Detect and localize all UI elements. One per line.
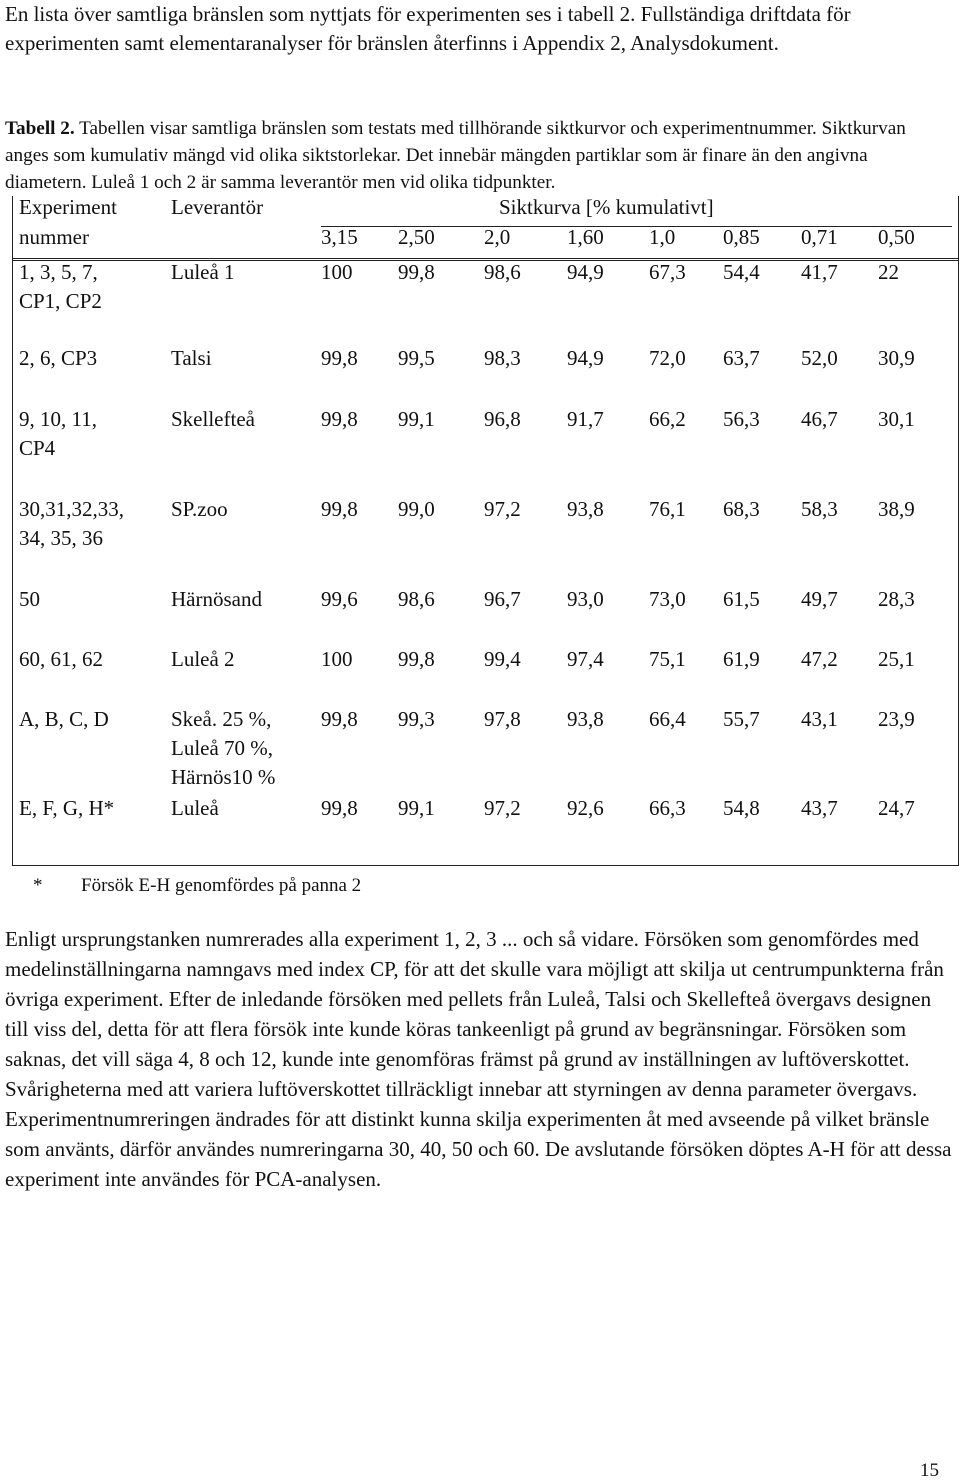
- row-7-supplier: Luleå 70 %,: [171, 736, 274, 760]
- row-7-value-2: 99,3: [398, 707, 435, 731]
- row-2-value-4: 94,9: [567, 346, 604, 370]
- row-5-value-1: 99,6: [321, 587, 358, 611]
- row-7-value-8: 23,9: [878, 707, 915, 731]
- row-6-value-3: 99,4: [484, 647, 521, 671]
- header-sieve-curve: Siktkurva [% kumulativt]: [499, 195, 714, 219]
- row-5-value-3: 96,7: [484, 587, 521, 611]
- row-3-value-6: 56,3: [723, 407, 760, 431]
- sieve-size-7: 0,71: [801, 225, 838, 249]
- row-8-experiment: E, F, G, H*: [19, 796, 115, 820]
- footnote: [33, 873, 361, 899]
- row-8-value-5: 66,3: [649, 796, 686, 820]
- row-5-value-8: 28,3: [878, 587, 915, 611]
- row-1-experiment: CP1, CP2: [19, 289, 102, 313]
- footnote-text: Försök E-H genomfördes på panna 2: [81, 875, 362, 896]
- row-7-value-3: 97,8: [484, 707, 521, 731]
- row-8-value-1: 99,8: [321, 796, 358, 820]
- row-2-supplier: Talsi: [171, 346, 212, 370]
- row-8-value-3: 97,2: [484, 796, 521, 820]
- row-4-supplier: SP.zoo: [171, 497, 228, 521]
- row-1-value-7: 41,7: [801, 260, 838, 284]
- row-7-value-6: 55,7: [723, 707, 760, 731]
- table-caption-text: Tabellen visar samtliga bränslen som testats med tillhörande siktkurvor och experimentnummer. Siktkurvan anges som kumulativ mängd vid olika siktstorlekar. Det innebär mängden partiklar som är finare än den angivna diametern. Luleå 1 och 2 är samma leverantör men vid olika tidpunkter.: [5, 118, 906, 193]
- row-1-value-4: 94,9: [567, 260, 604, 284]
- row-6-value-1: 100: [321, 647, 353, 671]
- row-8-value-2: 99,1: [398, 796, 435, 820]
- row-2-value-7: 52,0: [801, 346, 838, 370]
- sieve-table: [12, 196, 959, 866]
- row-6-supplier: Luleå 2: [171, 647, 235, 671]
- row-4-value-7: 58,3: [801, 497, 838, 521]
- row-6-value-2: 99,8: [398, 647, 435, 671]
- row-8-value-8: 24,7: [878, 796, 915, 820]
- sieve-size-4: 1,60: [567, 225, 604, 249]
- table-caption-label: Tabell 2.: [5, 118, 75, 139]
- row-5-value-4: 93,0: [567, 587, 604, 611]
- row-7-experiment: A, B, C, D: [19, 707, 109, 731]
- sieve-size-2: 2,50: [398, 225, 435, 249]
- row-8-value-4: 92,6: [567, 796, 604, 820]
- row-2-value-1: 99,8: [321, 346, 358, 370]
- row-4-value-8: 38,9: [878, 497, 915, 521]
- row-7-value-1: 99,8: [321, 707, 358, 731]
- header-supplier: Leverantör: [171, 195, 264, 219]
- row-4-value-6: 68,3: [723, 497, 760, 521]
- row-1-supplier: Luleå 1: [171, 260, 235, 284]
- row-7-supplier: Skeå. 25 %,: [171, 707, 272, 731]
- header-experiment: Experiment: [19, 195, 117, 219]
- row-2-experiment: 2, 6, CP3: [19, 346, 98, 370]
- row-1-value-3: 98,6: [484, 260, 521, 284]
- row-6-value-4: 97,4: [567, 647, 604, 671]
- row-1-value-8: 22: [878, 260, 899, 284]
- row-5-supplier: Härnösand: [171, 587, 262, 611]
- header-nummer: nummer: [19, 225, 89, 249]
- row-1-value-5: 67,3: [649, 260, 686, 284]
- row-7-supplier: Härnös10 %: [171, 765, 276, 789]
- row-2-value-6: 63,7: [723, 346, 760, 370]
- sieve-size-8: 0,50: [878, 225, 915, 249]
- row-4-value-1: 99,8: [321, 497, 358, 521]
- row-7-value-5: 66,4: [649, 707, 686, 731]
- row-1-value-6: 54,4: [723, 260, 760, 284]
- row-4-experiment: 34, 35, 36: [19, 526, 103, 550]
- row-5-experiment: 50: [19, 587, 40, 611]
- footnote-marker: *: [33, 875, 43, 896]
- row-3-experiment: CP4: [19, 436, 56, 460]
- sieve-size-6: 0,85: [723, 225, 760, 249]
- row-1-value-2: 99,8: [398, 260, 435, 284]
- row-1-experiment: 1, 3, 5, 7,: [19, 260, 98, 284]
- row-3-value-1: 99,8: [321, 407, 358, 431]
- row-5-value-2: 98,6: [398, 587, 435, 611]
- row-6-experiment: 60, 61, 62: [19, 647, 103, 671]
- row-1-value-1: 100: [321, 260, 353, 284]
- row-3-experiment: 9, 10, 11,: [19, 407, 97, 431]
- row-4-value-4: 93,8: [567, 497, 604, 521]
- row-6-value-7: 47,2: [801, 647, 838, 671]
- row-8-value-7: 43,7: [801, 796, 838, 820]
- row-4-value-3: 97,2: [484, 497, 521, 521]
- row-3-value-3: 96,8: [484, 407, 521, 431]
- row-6-value-5: 75,1: [649, 647, 686, 671]
- row-2-value-8: 30,9: [878, 346, 915, 370]
- row-6-value-6: 61,9: [723, 647, 760, 671]
- row-2-value-2: 99,5: [398, 346, 435, 370]
- table-caption: [5, 115, 953, 196]
- row-5-value-6: 61,5: [723, 587, 760, 611]
- row-7-value-4: 93,8: [567, 707, 604, 731]
- sieve-size-1: 3,15: [321, 225, 358, 249]
- sieve-size-5: 1,0: [649, 225, 676, 249]
- row-6-value-8: 25,1: [878, 647, 915, 671]
- sieve-size-3: 2,0: [484, 225, 511, 249]
- row-4-experiment: 30,31,32,33,: [19, 497, 124, 521]
- row-2-value-3: 98,3: [484, 346, 521, 370]
- row-7-value-7: 43,1: [801, 707, 838, 731]
- row-3-value-7: 46,7: [801, 407, 838, 431]
- row-5-value-7: 49,7: [801, 587, 838, 611]
- row-3-supplier: Skellefteå: [171, 407, 255, 431]
- row-4-value-2: 99,0: [398, 497, 435, 521]
- row-3-value-2: 99,1: [398, 407, 435, 431]
- row-8-value-6: 54,8: [723, 796, 760, 820]
- row-3-value-8: 30,1: [878, 407, 915, 431]
- intro-paragraph: En lista över samtliga bränslen som nyttjats för experimenten ses i tabell 2. Fullständiga driftdata för experimenten samt elementaranalyser för bränslen återfinns i Appendix 2, Analysdokument.: [5, 2, 851, 55]
- row-2-value-5: 72,0: [649, 346, 686, 370]
- page-number: 15: [920, 1460, 939, 1481]
- row-8-supplier: Luleå: [171, 796, 219, 820]
- row-3-value-5: 66,2: [649, 407, 686, 431]
- row-5-value-5: 73,0: [649, 587, 686, 611]
- body-paragraph: Enligt ursprungstanken numrerades alla experiment 1, 2, 3 ... och så vidare. Försöken som genomfördes med medelinställningarna namngavs med index CP, för att det skulle vara möjligt att skilja ut centrumpunkterna från övriga experiment. Efter de inledande försöken med pellets från Luleå, Talsi och Skellefteå övergavs designen till viss del, detta för att flera försök inte kunde köras tankeenligt på grund av begränsningar. Försöken som saknas, det vill säga 4, 8 och 12, kunde inte genomföras främst på grund av inställningen av luftöverskottet. Svårigheterna med att variera luftöverskottet tillräckligt innebar att styrningen av denna parameter övergavs. Experimentnumreringen ändrades för att distinkt kunna skilja experimenten åt med avseende på vilket bränsle som använts, därför användes numreringarna 30, 40, 50 och 60. De avslutande försöken döptes A-H för att dessa experiment inte användes för PCA-analysen.: [5, 927, 952, 1191]
- row-4-value-5: 76,1: [649, 497, 686, 521]
- row-3-value-4: 91,7: [567, 407, 604, 431]
